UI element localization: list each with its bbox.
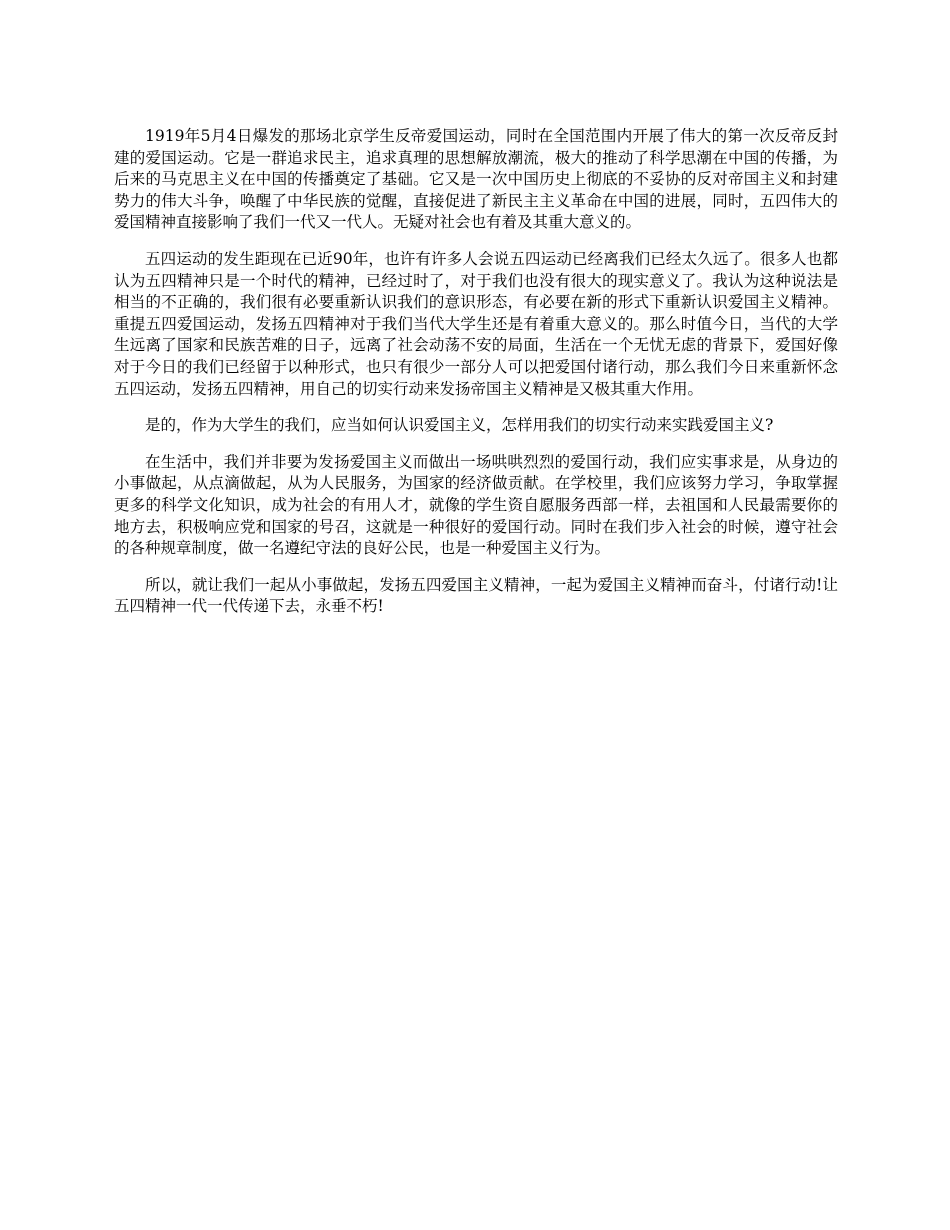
paragraph-2: 五四运动的发生距现在已近90年，也许有许多人会说五四运动已经离我们已经太久远了。很多人也都认为五四精神只是一个时代的精神，已经过时了，对于我们也没有很大的现实意义了。我认为这种说法是相当的不正确的，我们很有必要重新认识我们的意识形态，有必要在新的形式下重新认识爱国主义精神。重提五四爱国运动，发扬五四精神对于我们当代大学生还是有着重大意义的。那么时值今日，当代的大学生远离了国家和民族苦难的日子，远离了社会动荡不安的局面，生活在一个无忧无虑的背景下，爱国好像对于今日的我们已经留于以种形式，也只有很少一部分人可以把爱国付诸行动，那么我们今日来重新怀念五四运动，发扬五四精神，用自己的切实行动来发扬帝国主义精神是又极其重大作用。 — [114, 249, 838, 398]
paragraph-1: 1919年5月4日爆发的那场北京学生反帝爱国运动，同时在全国范围内开展了伟大的第一次反帝反封建的爱国运动。它是一群追求民主，追求真理的思想解放潮流，极大的推动了科学思潮在中国的传播，为后来的马克思主义在中国的传播奠定了基础。它又是一次中国历史上彻底的不妥协的反对帝国主义和封建势力的伟大斗争，唤醒了中华民族的觉醒，直接促进了新民主主义革命在中国的进展，同时，五四伟大的爱国精神直接影响了我们一代又一代人。无疑对社会也有着及其重大意义的。 — [114, 127, 838, 232]
paragraph-4: 在生活中，我们并非要为发扬爱国主义而做出一场哄哄烈烈的爱国行动，我们应实事求是，从身边的小事做起，从点滴做起，从为人民服务，为国家的经济做贡献。在学校里，我们应该努力学习，争取掌握更多的科学文化知识，成为社会的有用人才，就像的学生资自愿服务西部一样，去祖国和人民最需要你的地方去，积极响应党和国家的号召，这就是一种很好的爱国行动。同时在我们步入社会的时候，遵守社会的各种规章制度，做一名遵纪守法的良好公民，也是一种爱国主义行为。 — [114, 452, 838, 558]
paragraph-5: 所以，就让我们一起从小事做起，发扬五四爱国主义精神，一起为爱国主义精神而奋斗，付诸行动!让五四精神一代一代传递下去，永垂不朽! — [114, 575, 838, 616]
paragraph-3: 是的，作为大学生的我们，应当如何认识爱国主义，怎样用我们的切实行动来实践爱国主义? — [145, 416, 774, 435]
document-body — [114, 126, 838, 633]
